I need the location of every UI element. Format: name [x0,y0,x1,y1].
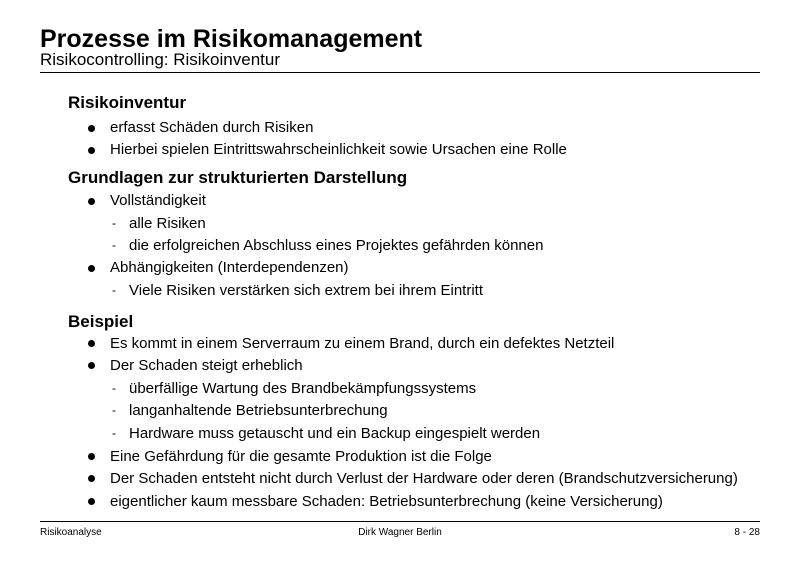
bullet-item: Vollständigkeit [110,192,206,209]
sub-bullet-item: Viele Risiken verstärken sich extrem bei ihrem Eintritt [129,282,484,299]
dash-icon: - [112,216,116,230]
dash-icon: - [112,381,116,395]
bullet-icon [88,362,95,369]
bullet-item: Der Schaden entsteht nicht durch Verlust der Hardware oder deren (Brandschutzversicherung) [110,470,738,487]
slide-subtitle: Risikocontrolling: Risikoinventur [40,50,280,69]
bullet-icon [88,498,95,505]
footer-author: Dirk Wagner Berlin [358,527,442,538]
bullet-icon [88,125,95,132]
sub-bullet-item: langanhaltende Betriebsunterbrechung [129,402,388,419]
sub-bullet-item: Hardware muss getauscht und ein Backup eingespielt werden [129,425,541,442]
sub-bullet-item: alle Risiken [129,215,206,232]
section-heading-grundlagen: Grundlagen zur strukturierten Darstellung [68,168,408,187]
dash-icon: - [112,403,116,417]
bullet-item: Der Schaden steigt erheblich [110,357,303,374]
bullet-icon [88,475,95,482]
bullet-icon [88,340,95,347]
dash-icon: - [112,426,116,440]
bullet-item: erfasst Schäden durch Risiken [110,119,314,136]
dash-icon: - [112,283,116,297]
slide-title: Prozesse im Risikomanagement [40,25,423,53]
bullet-icon [88,453,95,460]
bullet-icon [88,198,95,205]
section-heading-risikoinventur: Risikoinventur [68,93,187,112]
bullet-icon [88,265,95,272]
bullet-item: eigentlicher kaum messbare Schaden: Betriebsunterbrechung (keine Versicherung) [110,493,663,510]
bullet-item: Abhängigkeiten (Interdependenzen) [110,259,349,276]
bullet-icon [88,147,95,154]
sub-bullet-item: die erfolgreichen Abschluss eines Projektes gefährden können [129,237,544,254]
bullet-item: Es kommt in einem Serverraum zu einem Brand, durch ein defektes Netzteil [110,335,615,352]
bullet-item: Hierbei spielen Eintrittswahrscheinlichkeit sowie Ursachen eine Rolle [110,141,567,158]
footer-page-number: 8 - 28 [734,527,760,538]
section-heading-beispiel: Beispiel [68,312,134,331]
sub-bullet-item: überfällige Wartung des Brandbekämpfungssystems [129,380,477,397]
dash-icon: - [112,238,116,252]
footer-divider [40,521,760,522]
bullet-item: Eine Gefährdung für die gesamte Produktion ist die Folge [110,448,492,465]
header-divider [40,72,760,73]
footer-course-name: Risikoanalyse [40,527,102,538]
